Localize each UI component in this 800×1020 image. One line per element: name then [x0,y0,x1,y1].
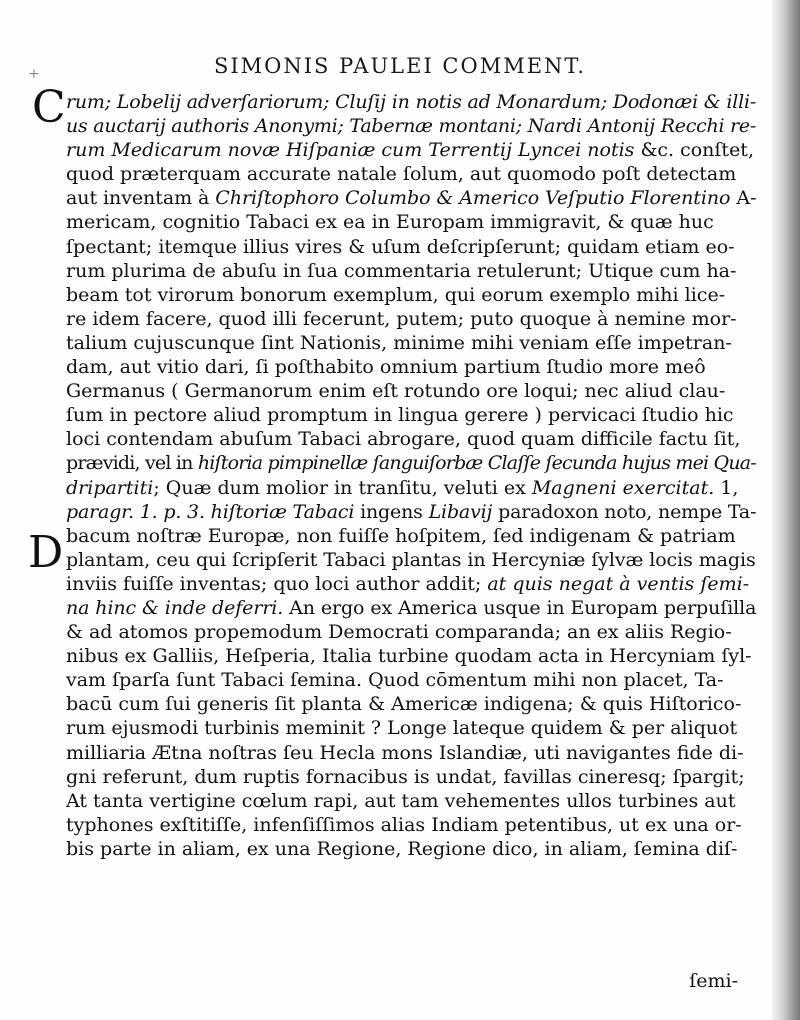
text-line [66,692,756,716]
text-line [66,500,756,524]
roman-text: ſpectant; itemque illius vires & uſum deſcripſerunt; quidam etiam eo- [66,235,735,258]
text-line [66,186,756,210]
roman-text: dam, aut vitio dari, ſi poſthabito omnium partium ſtudio more meô [66,356,706,379]
italic-text: Chriſtophoro Columbo & Americo Veſputio Florentino [215,187,731,210]
roman-text: talium cujuscunque ſint Nationis, minime mihi veniam eſſe impetran- [66,331,732,354]
running-header: SIMONIS PAULEI COMMENT. [213,54,587,78]
italic-text: rum; Lobelij adverſariorum; Cluſij in notis ad Monardum; Dodonæi & illi- [66,91,756,113]
catchword: ſemi- [689,970,738,992]
roman-text: bacum noſtræ Europæ, non fuiſſe hoſpitem, ſed indigenam & patriam [66,524,736,547]
roman-text: paradoxon noto, nempe Ta- [492,500,756,523]
roman-text: typhones exſtitiſſe, infenſiſſimos alias Indiam petentibus, ut ex una or- [66,813,742,836]
text-line [66,741,756,765]
roman-text: vam ſparſa ſunt Tabaci ſemina. Quod cōmentum mihi non placet, Ta- [66,669,724,692]
roman-text: gni referunt, dum ruptis fornacibus is undat, favillas cineresq; ſpargit; [66,765,745,788]
italic-text: na hinc & inde deferri. [66,596,284,619]
text-line [66,138,756,162]
text-line [66,524,756,548]
roman-text: milliaria Ætna noſtras ſeu Hecla mons Islandiæ, uti navigantes fide di- [66,741,744,764]
text-line [66,789,756,813]
drop-cap-second: D [28,527,64,578]
roman-text: bacū cum ſui generis ſit planta & Americæ indigena; & quis Hiſtorico- [66,693,742,716]
text-line [66,668,756,692]
page-edge-shadow [772,0,800,1020]
text-line [66,765,756,789]
text-line [66,355,756,379]
roman-text: quod præterquam accurate natale ſolum, aut quomodo poſt detectam [66,163,737,186]
roman-text: plantam, ceu qui ſcripſerit Tabaci plantas in Hercyniæ ſylvæ locis magis [66,548,756,571]
text-line [66,572,756,596]
text-line [66,331,756,355]
roman-text: An ergo ex America usque in Europam perpuſilla [283,596,756,619]
italic-text: hiſtoria pimpinellæ ſanguiſorbæ Claſſe ſecunda hujus mei Qua- [197,452,756,475]
roman-text: prævidi, vel in [66,452,198,475]
text-line [66,162,756,186]
roman-text: re idem facere, quod illi fecerunt, putem; puto quoque à nemine mor- [66,307,737,330]
text-line [66,379,756,403]
roman-text: & ad atomos propemodum Democrati comparanda; an ex aliis Regio- [66,621,732,644]
text-line [66,210,756,234]
italic-text: at quis negat à ventis ſemi- [487,572,750,595]
roman-text: bis parte in aliam, ex una Regione, Regione dico, in aliam, ſemina diſ- [66,837,738,860]
italic-text: dripartiti [66,476,154,499]
roman-text: Germanus ( Germanorum enim eſt rotundo ore loqui; nec aliud clau- [66,380,726,403]
text-line [66,837,756,861]
text-line [66,283,756,307]
roman-text: beam tot virorum bonorum exemplum, qui eorum exemplo mihi lice- [66,283,726,306]
italic-text: rum Medicarum novæ Hiſpaniæ cum Terrentij Lyncei notis [66,139,635,162]
text-line [66,114,756,138]
text-line [66,403,756,427]
text-line [66,307,756,331]
roman-text: ingens [354,500,429,523]
roman-text: At tanta vertigine cœlum rapi, aut tam vehementes ullos turbines aut [66,789,736,812]
body-text [66,90,756,861]
margin-mark: + [28,66,40,82]
text-line [66,644,756,668]
roman-text: mericam, cognitio Tabaci ex ea in Europam immigravit, & quæ huc [66,211,714,234]
roman-text: aut inventam à [66,187,216,210]
text-line [66,548,756,572]
roman-text: rum plurima de abuſu in ſua commentaria retulerunt; Utique cum ha- [66,259,737,282]
roman-text: rum ejusmodi turbinis meminit ? Longe lateque quidem & per aliquot [66,717,738,740]
text-line [66,235,756,259]
italic-text: Magneni exercitat. [531,476,715,499]
italic-text: Libavij [428,500,493,523]
roman-text: nibus ex Galliis, Heſperia, Italia turbine quodam acta in Hercyniam ſyl- [66,645,752,668]
text-line [66,476,756,500]
italic-text: paragr. 1. p. 3. hiſtoriæ Tabaci [66,500,355,523]
text-line [66,596,756,620]
text-line [66,90,756,114]
text-line [66,620,756,644]
text-line [66,813,756,837]
roman-text: ſum in pectore aliud promptum in lingua gerere ) pervicaci ſtudio hic [66,404,734,427]
text-line [66,259,756,283]
text-line [66,427,756,451]
roman-text: A- [730,187,756,210]
italic-text: us auctarij authoris Anonymi; Tabernæ montani; Nardi Antonij Recchi re- [66,115,756,138]
roman-text: 1, [714,476,739,499]
roman-text: loci contendam abuſum Tabaci abrogare, quod quam difficile factu ſit, [66,428,741,451]
roman-text: inviis fuiſſe inventas; quo loci author addit; [66,572,488,595]
roman-text: ; Quæ dum molior in tranſitu, veluti ex [153,476,532,499]
text-line [66,716,756,740]
roman-text: &c. conſtet, [634,139,754,162]
text-line [66,451,756,475]
drop-cap-first: C [32,82,66,133]
